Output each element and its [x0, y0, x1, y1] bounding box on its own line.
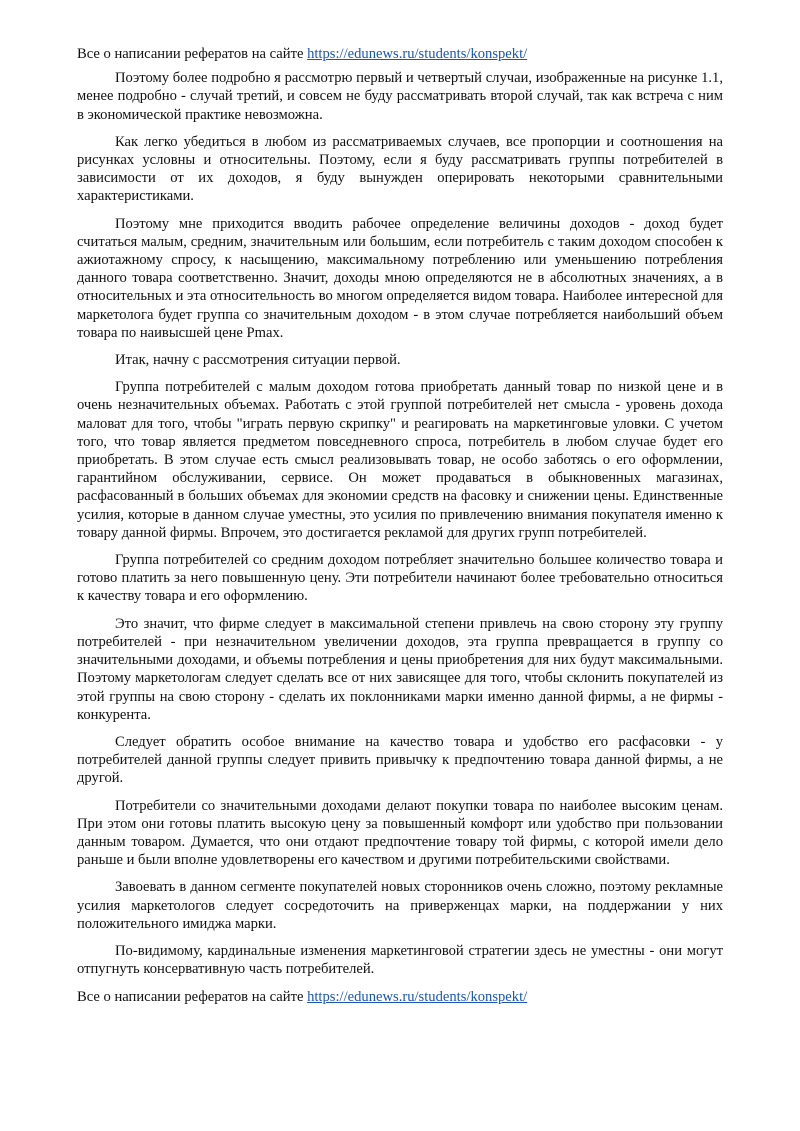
- paragraph: Итак, начну с рассмотрения ситуации первой.: [115, 352, 401, 369]
- paragraph: Как легко убедиться в любом из рассматриваемых случаев, все пропорции и соотношения на рисунках условны и относительны. Поэтому, если я буду рассматривать группы потребителей в зависимости от их доходов, я буду вынужден оперировать некоторыми сравнительными характеристиками.: [77, 133, 723, 205]
- paragraph: Это значит, что фирме следует в максимальной степени привлечь на свою сторону эту группу потребителей - при незначительном увеличении доходов, эта группа превращается в группу со значительными доходами, и объемы потребления и цены приобретения для них будут максимальными. Поэтому маркетологам следует сделать все от них зависящее для того, чтобы склонить покупателей из этой группы на свою сторону - сделать их поклонниками марки именно данной фирмы, а не фирмы - конкурента.: [77, 615, 723, 723]
- paragraph: Следует обратить особое внимание на качество товара и удобство его расфасовки - у потребителей данной группы следует привить привычку к предпочтению товара данной фирмы, а не другой.: [77, 733, 723, 787]
- paragraph: Поэтому более подробно я рассмотрю первый и четвертый случаи, изображенные на рисунке 1.1, менее подробно - случай третий, и совсем не буду рассматривать второй случай, так как встреча с ним в экономической практике невозможна.: [77, 70, 723, 123]
- document-body: [77, 69, 723, 978]
- paragraph: Завоевать в данном сегменте покупателей новых сторонников очень сложно, поэтому рекламные усилия маркетологов следует сосредоточить на приверженцах марки, на поддержании у них положительного имиджа марки.: [77, 879, 723, 932]
- footer-link[interactable]: https://edunews.ru/students/konspekt/: [307, 989, 528, 1006]
- page-footer: [77, 988, 723, 1006]
- paragraph: Группа потребителей со средним доходом потребляет значительно большее количество товара и готово платить за него повышенную цену. Эти потребители начинают более требовательно относиться к качеству товара и его оформлению.: [77, 552, 723, 605]
- footer-text: Все о написании рефератов на сайте: [77, 989, 308, 1006]
- header-link[interactable]: https://edunews.ru/students/konspekt/: [307, 46, 528, 62]
- paragraph: Группа потребителей с малым доходом готова приобретать данный товар по низкой цене и в очень незначительных объемах. Работать с этой группой потребителей нет смысла - уровень дохода маловат для того, чтобы "играть первую скрипку" и реагировать на маркетинговые уловки. С учетом того, что товар является предметом повседневного спроса, потребитель в любом случае будет его приобретать. В этом случае есть смысл реализовывать товар, не особо заботясь о его оформлении, гарантийном обслуживании, сервисе. Он может продаваться в обыкновенных магазинах, расфасованный в больших объемах для экономии средств на фасовку и снижении цены. Единственные усилия, которые в данном случае уместны, это усилия по привлечению внимания покупателя именно к товару данной фирмы. Впрочем, это достигается рекламой для других групп потребителей.: [77, 379, 723, 541]
- page-header: [77, 45, 723, 63]
- paragraph: Потребители со значительными доходами делают покупки товара по наиболее высоким ценам. При этом они готовы платить высокую цену за повышенный комфорт или удобство при пользовании данным товаром. Думается, что они отдают предпочтение товару той фирмы, с которой имели дело раньше и были вполне удовлетворены его качеством и другими потребительскими свойствами.: [77, 797, 723, 869]
- paragraph: По-видимому, кардинальные изменения маркетинговой стратегии здесь не уместны - они могут отпугнуть консервативную часть потребителей.: [77, 942, 723, 978]
- paragraph: Поэтому мне приходится вводить рабочее определение величины доходов - доход будет считаться малым, средним, значительным или большим, если потребитель с таким доходом способен к ажиотажному спросу, к насыщению, максимальному потреблению или уменьшению потребления данного товара соответственно. Значит, доходы мною определяются не в абсолютных значениях, а в относительных и эта относительность во многом определяется видом товара. Наиболее интересной для маркетолога будет группа со значительным доходом - в этом случае потребляется наибольший объем товара по наивысшей цене Pmax.: [77, 215, 723, 341]
- header-text: Все о написании рефератов на сайте: [77, 46, 308, 62]
